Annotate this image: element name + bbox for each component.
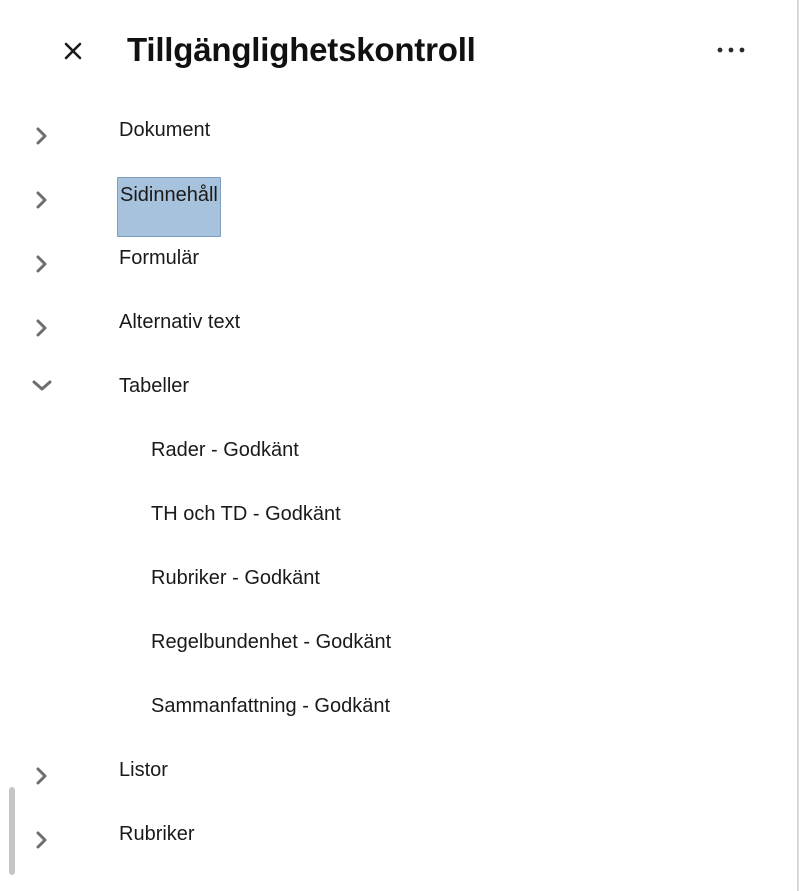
- tree-item-label: Formulär: [119, 247, 200, 269]
- chevron-right-icon[interactable]: [30, 124, 54, 148]
- tree-subitem-label: TH och TD - Godkänt: [151, 503, 341, 525]
- tree-subitem-rader[interactable]: [0, 418, 780, 482]
- tree-subitem-th-och-td[interactable]: [0, 482, 780, 546]
- tree-subitem-label: Sammanfattning - Godkänt: [151, 695, 391, 717]
- chevron-right-icon[interactable]: [30, 188, 54, 212]
- tree-subitem-label: Rader - Godkänt: [151, 439, 299, 461]
- tree-item-label: Alternativ text: [119, 311, 241, 333]
- tree-item-label: Rubriker: [119, 823, 195, 845]
- chevron-right-icon[interactable]: [30, 252, 54, 276]
- chevron-down-icon[interactable]: [30, 374, 54, 398]
- more-options-icon: [715, 46, 747, 54]
- page-title: Tillgänglighetskontroll: [127, 31, 476, 68]
- tree-subitem-label: Regelbundenhet - Godkänt: [151, 631, 392, 653]
- tree-item-listor[interactable]: [0, 738, 780, 802]
- tree-item-sidinnehall[interactable]: [0, 162, 780, 226]
- close-button[interactable]: [58, 36, 88, 66]
- tree-subitem-regelbundenhet[interactable]: [0, 610, 780, 674]
- tree-item-alternativ-text[interactable]: [0, 290, 780, 354]
- tree-subitem-label: Rubriker - Godkänt: [151, 567, 320, 589]
- more-options-button[interactable]: [712, 38, 750, 62]
- tree-item-tabeller[interactable]: [0, 354, 780, 418]
- tree-item-label-selected: Sidinnehåll: [117, 177, 221, 237]
- tree-subitem-rubriker[interactable]: [0, 546, 780, 610]
- checker-results-tree: [0, 98, 780, 866]
- chevron-right-icon[interactable]: [30, 764, 54, 788]
- tree-item-label: Listor: [119, 759, 168, 781]
- tree-item-rubriker[interactable]: [0, 802, 780, 866]
- close-icon: [64, 42, 82, 60]
- chevron-right-icon[interactable]: [30, 316, 54, 340]
- tree-item-formular[interactable]: [0, 226, 780, 290]
- tree-subitem-sammanfattning[interactable]: [0, 674, 780, 738]
- tree-item-label: Dokument: [119, 119, 211, 141]
- chevron-right-icon[interactable]: [30, 828, 54, 852]
- tree-item-label: Tabeller: [119, 375, 190, 397]
- scrollbar-thumb[interactable]: [9, 787, 15, 875]
- tree-item-dokument[interactable]: [0, 98, 780, 162]
